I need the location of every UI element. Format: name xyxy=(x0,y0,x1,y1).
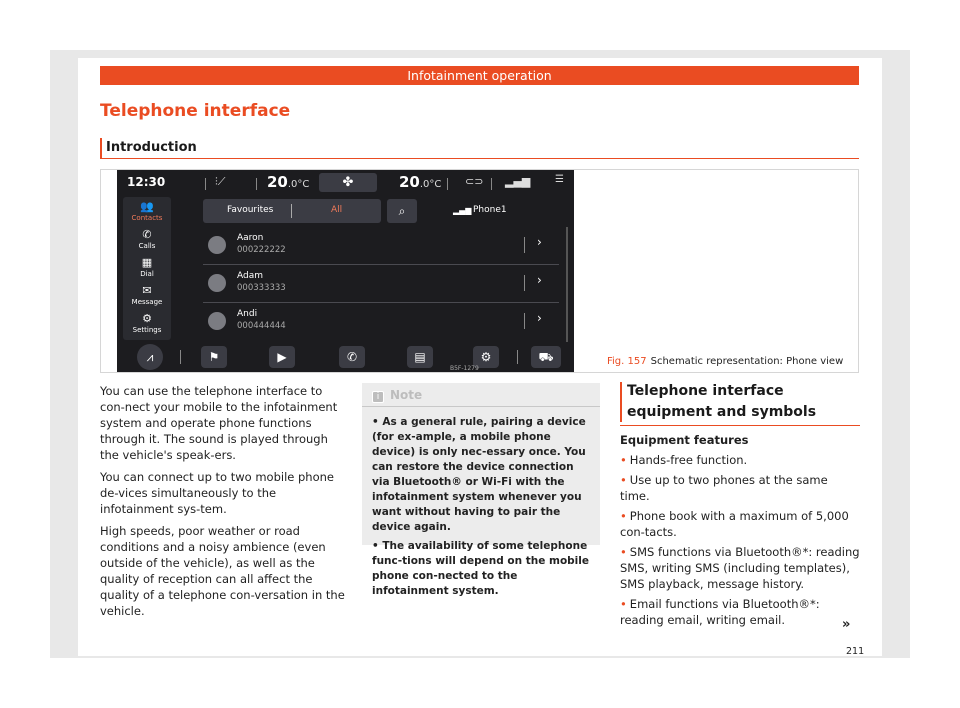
status-divider xyxy=(205,178,206,190)
avatar xyxy=(208,312,226,330)
message-icon: ✉ xyxy=(142,284,152,297)
row-divider xyxy=(524,313,525,329)
sidebar-label: Settings xyxy=(132,326,162,334)
contact-name: Adam xyxy=(237,271,263,281)
chevron-right-icon[interactable]: › xyxy=(537,273,542,287)
sidebar-label: Dial xyxy=(140,270,154,278)
search-button[interactable] xyxy=(387,199,417,223)
equipment-text: Use up to two phones at the same time. xyxy=(620,473,828,503)
status-divider xyxy=(256,178,257,190)
intro-column xyxy=(100,383,345,625)
note-body xyxy=(362,407,600,599)
phone-signal-icon: ▂▄▆ xyxy=(453,206,472,215)
bottom-dock xyxy=(117,342,574,372)
settings-app-icon[interactable]: ⚙ xyxy=(473,346,499,368)
sidebar-item-dial[interactable] xyxy=(123,257,171,278)
bullet: • xyxy=(620,545,627,559)
sidebar-label: Contacts xyxy=(131,214,163,222)
car-icon[interactable]: ⛟ xyxy=(531,346,561,368)
sidebar-item-message[interactable] xyxy=(123,285,171,306)
figure-code: B5F-1279 xyxy=(450,365,479,372)
chevron-right-icon[interactable]: › xyxy=(537,235,542,249)
continue-mark: » xyxy=(842,617,851,632)
note-text: The availability of some telephone func-tions will depend on the mobile phone con-nected to the infotainment system. xyxy=(372,540,589,597)
sidebar-item-settings[interactable] xyxy=(123,313,171,334)
figure-caption xyxy=(607,356,843,367)
paragraph: You can use the telephone interface to con-nect your mobile to the infotainment system and operate phone functions through it. The sound is played through the vehicle's speak-ers. xyxy=(100,384,338,462)
apps-icon[interactable]: ▤ xyxy=(407,346,433,368)
status-bar xyxy=(117,170,574,196)
equipment-item xyxy=(620,544,860,592)
fan-icon: ✤ xyxy=(319,173,377,192)
gear-icon: ⚙ xyxy=(142,312,152,325)
phone-name: Phone1 xyxy=(473,205,507,215)
paragraph: High speeds, poor weather or road conditions and a noisy ambience (even outside of the vehicle), as well as the quality of reception can all affect the quality of a telephone con-versation in the vehicle. xyxy=(100,524,345,618)
sidebar-label: Calls xyxy=(138,242,156,250)
contact-row[interactable] xyxy=(203,265,559,303)
row-divider xyxy=(524,275,525,291)
sidebar-label: Message xyxy=(131,298,163,306)
section-header: Infotainment operation xyxy=(100,66,859,85)
figure-number: Fig. 157 xyxy=(607,356,647,367)
equipment-text: Email functions via Bluetooth®*: reading email, writing email. xyxy=(620,597,820,627)
info-icon: i xyxy=(372,391,384,403)
subtitle-rule xyxy=(100,158,859,159)
note-item: • As a general rule, pairing a device (for ex-ample, a mobile phone device) is only nec-essary once. You can restore the device connection via Bluetooth® or Wi-Fi with the infotainment system whenever you want without having to pair the device again. xyxy=(372,416,586,533)
temp-left: 20.0°C xyxy=(267,173,310,191)
phone-icon[interactable]: ✆ xyxy=(339,346,365,368)
tab-divider xyxy=(291,204,292,218)
avatar xyxy=(208,236,226,254)
scrollbar[interactable] xyxy=(566,227,568,342)
seat-heat-icon: ⫶⟋ xyxy=(215,175,226,188)
clock: 12:30 xyxy=(127,175,166,189)
temp-right: 20.0°C xyxy=(399,173,442,191)
contact-name: Aaron xyxy=(237,233,264,243)
contact-number: 000333333 xyxy=(237,283,286,293)
page-title: Telephone interface xyxy=(100,101,291,121)
contacts-icon: 👥 xyxy=(140,200,154,213)
signal-icon: ▂▄▆ xyxy=(505,175,531,188)
row-divider xyxy=(524,237,525,253)
contact-tabs xyxy=(203,199,381,223)
note-text: As a general rule, pairing a device (for ex-ample, a mobile phone device) is only nec-essary once. You can restore the device connection via Bluetooth® or Wi-Fi with the infotainment system whenever you want without having to pair the device again. xyxy=(372,416,586,533)
tab-favourites[interactable]: Favourites xyxy=(227,205,274,215)
flag-icon[interactable]: ⚑ xyxy=(201,346,227,368)
bullet: • xyxy=(620,597,627,611)
page-number: 211 xyxy=(846,646,865,657)
tab-all[interactable]: All xyxy=(331,205,343,215)
note-box xyxy=(362,383,600,597)
equipment-text: Phone book with a maximum of 5,000 con-tacts. xyxy=(620,509,849,539)
phone-sidebar xyxy=(123,197,171,340)
contact-number: 000222222 xyxy=(237,245,286,255)
avatar xyxy=(208,274,226,292)
dock-divider xyxy=(517,350,518,364)
play-icon[interactable]: ▶ xyxy=(269,346,295,368)
figure-caption-text: Schematic representation: Phone view xyxy=(650,356,844,367)
defrost-icon[interactable]: ⩘ xyxy=(137,344,163,370)
equipment-column xyxy=(620,432,860,632)
bullet: • xyxy=(620,473,627,487)
chevron-right-icon[interactable]: › xyxy=(537,311,542,325)
equipment-item xyxy=(620,472,860,504)
contact-row[interactable] xyxy=(203,227,559,265)
infotainment-screen xyxy=(117,170,574,372)
note-item: • The availability of some telephone func-tions will depend on the mobile phone con-nected to the infotainment system. xyxy=(372,540,589,597)
equipment-item xyxy=(620,452,860,468)
sidebar-item-contacts[interactable] xyxy=(123,201,171,222)
contact-name: Andi xyxy=(237,309,258,319)
paragraph: You can connect up to two mobile phone de-vices simultaneously to the infotainment sys-tem. xyxy=(100,470,334,516)
status-divider xyxy=(491,178,492,190)
section-title: Telephone interface equipment and symbols xyxy=(627,383,817,420)
link-icon: ⊂⊃ xyxy=(465,175,484,188)
sidebar-item-calls[interactable] xyxy=(123,229,171,250)
subtitle-accent xyxy=(100,138,102,158)
section-rule xyxy=(620,425,860,426)
page-subtitle: Introduction xyxy=(106,140,197,155)
search-icon: ⌕ xyxy=(398,204,406,218)
dock-divider xyxy=(180,350,181,364)
note-label: Note xyxy=(390,388,423,402)
dialpad-icon: ▦ xyxy=(141,256,153,269)
equipment-item xyxy=(620,508,860,540)
bullet: • xyxy=(620,509,627,523)
contact-row[interactable] xyxy=(203,303,559,341)
note-header xyxy=(362,383,600,407)
equipment-heading: Equipment features xyxy=(620,433,749,447)
equipment-item xyxy=(620,596,860,628)
bullet: • xyxy=(620,453,627,467)
contact-number: 000444444 xyxy=(237,321,286,331)
equipment-text: Hands-free function. xyxy=(629,453,748,467)
equipment-text: SMS functions via Bluetooth®*: reading SMS, writing SMS (including templates), SMS playback, message history. xyxy=(620,545,860,591)
status-divider xyxy=(447,178,448,190)
menu-icon: ☰ xyxy=(555,174,564,185)
calls-icon: ✆ xyxy=(142,228,152,241)
